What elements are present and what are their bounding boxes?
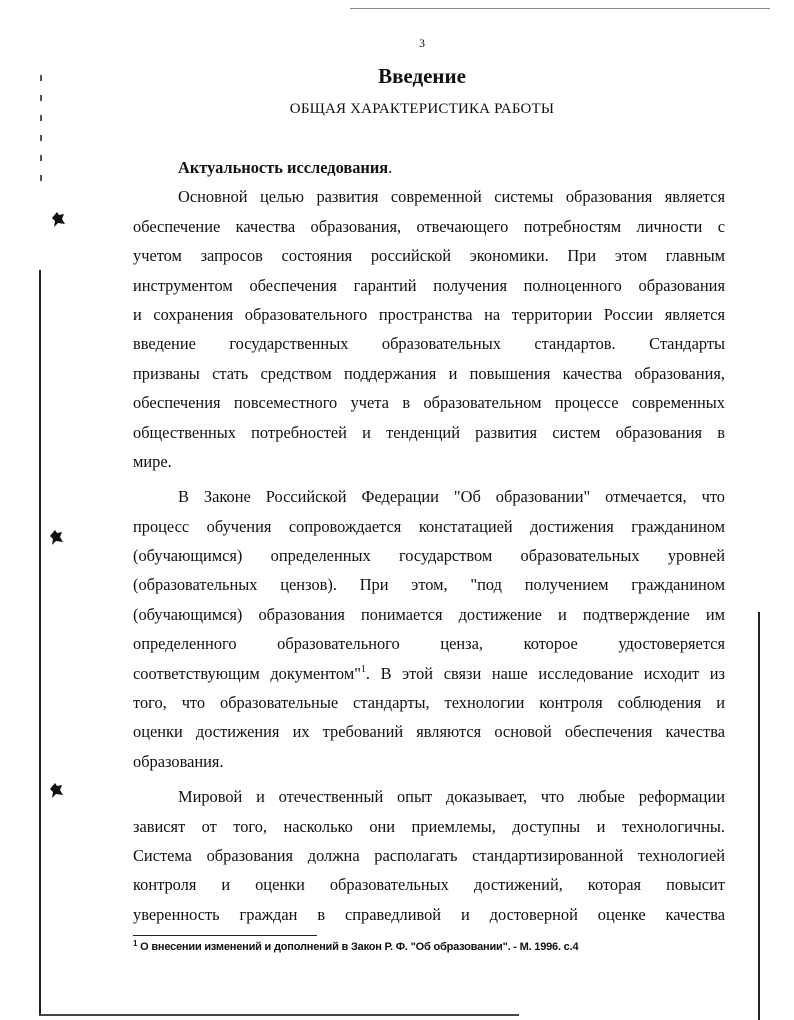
paragraph-line: и сохранения образовательного пространства на территории России является [133, 304, 725, 324]
paragraph-line: общественных потребностей и тенденций развития систем образования в [133, 422, 725, 442]
footnote [133, 941, 578, 953]
paragraph-line: Система образования должна располагать стандартизированной технологией [133, 845, 725, 865]
paragraph-line: определенного образовательного ценза, которое удостоверяется [133, 634, 725, 654]
paragraph-line: мире. [133, 451, 172, 471]
paragraph-line: обеспечение качества образования, отвечающего потребностям личности с [133, 216, 725, 236]
paragraph-line: учетом запросов состояния российской экономики. При этом главным [133, 246, 725, 266]
paragraph-line: Основной целью развития современной системы образования является [178, 187, 725, 207]
paragraph-line: (обучающимся) образования понимается достижение и подтверждение им [133, 604, 725, 624]
paragraph-line: контроля и оценки образовательных достижений, которая повысит [133, 875, 725, 895]
scan-edge-line [350, 8, 770, 9]
punch-hole-icon [48, 781, 62, 795]
paragraph-line: зависят от того, насколько они приемлемы, доступны и технологичны. [133, 816, 725, 836]
punch-hole-icon [48, 528, 62, 542]
scan-edge-line [39, 270, 41, 1015]
paragraph-line: того, что образовательные стандарты, технологии контроля соблюдения и [133, 693, 725, 713]
paragraph-line: оценки достижения их требований являются основой обеспечения качества [133, 722, 725, 742]
punch-hole-icon [50, 210, 64, 224]
page-number: 3 [419, 36, 425, 50]
page-title: Введение [378, 64, 466, 88]
paragraph-line: В Законе Российской Федерации "Об образовании" отмечается, что [178, 487, 725, 507]
section-heading: Актуальность исследования. [178, 158, 393, 177]
footnote-reference: 1 [360, 663, 366, 675]
body-text [133, 153, 725, 929]
footnote-divider [133, 935, 317, 936]
paragraph-line: (образовательных цензов). При этом, "под получением гражданином [133, 575, 725, 595]
scan-edge-line [39, 1014, 519, 1016]
paragraph-line: Мировой и отечественный опыт доказывает, что любые реформации [178, 787, 725, 807]
scan-edge-line [758, 612, 760, 1020]
paragraph-line: процесс обучения сопровождается констатацией достижения гражданином [133, 516, 725, 536]
paragraph-line: образования. [133, 751, 224, 771]
paragraph-line: (обучающимся) определенных государством образовательных уровней [133, 546, 725, 566]
paragraph-line: инструментом обеспечения гарантий получения полноценного образования [133, 275, 725, 295]
paragraph-line: введение государственных образовательных стандартов. Стандарты [133, 334, 725, 354]
footnote-marker: 1 [133, 939, 138, 948]
paragraph-line: уверенность граждан в справедливой и достоверной оценке качества [133, 904, 725, 924]
paragraph-line: соответствующим документом"$^1$. В этой связи наше исследование исходит из [133, 663, 725, 683]
scan-edge-marks [40, 75, 42, 185]
footnote-text: О внесении изменений и дополнений в Закон Р. Ф. "Об образовании". - М. 1996. с.4 [140, 941, 579, 953]
paragraph-line: обеспечения повсеместного учета в образовательном процессе современных [133, 393, 725, 413]
page-subtitle: ОБЩАЯ ХАРАКТЕРИСТИКА РАБОТЫ [289, 101, 555, 117]
paragraph-line: призваны стать средством поддержания и повышения качества образования, [133, 363, 725, 383]
